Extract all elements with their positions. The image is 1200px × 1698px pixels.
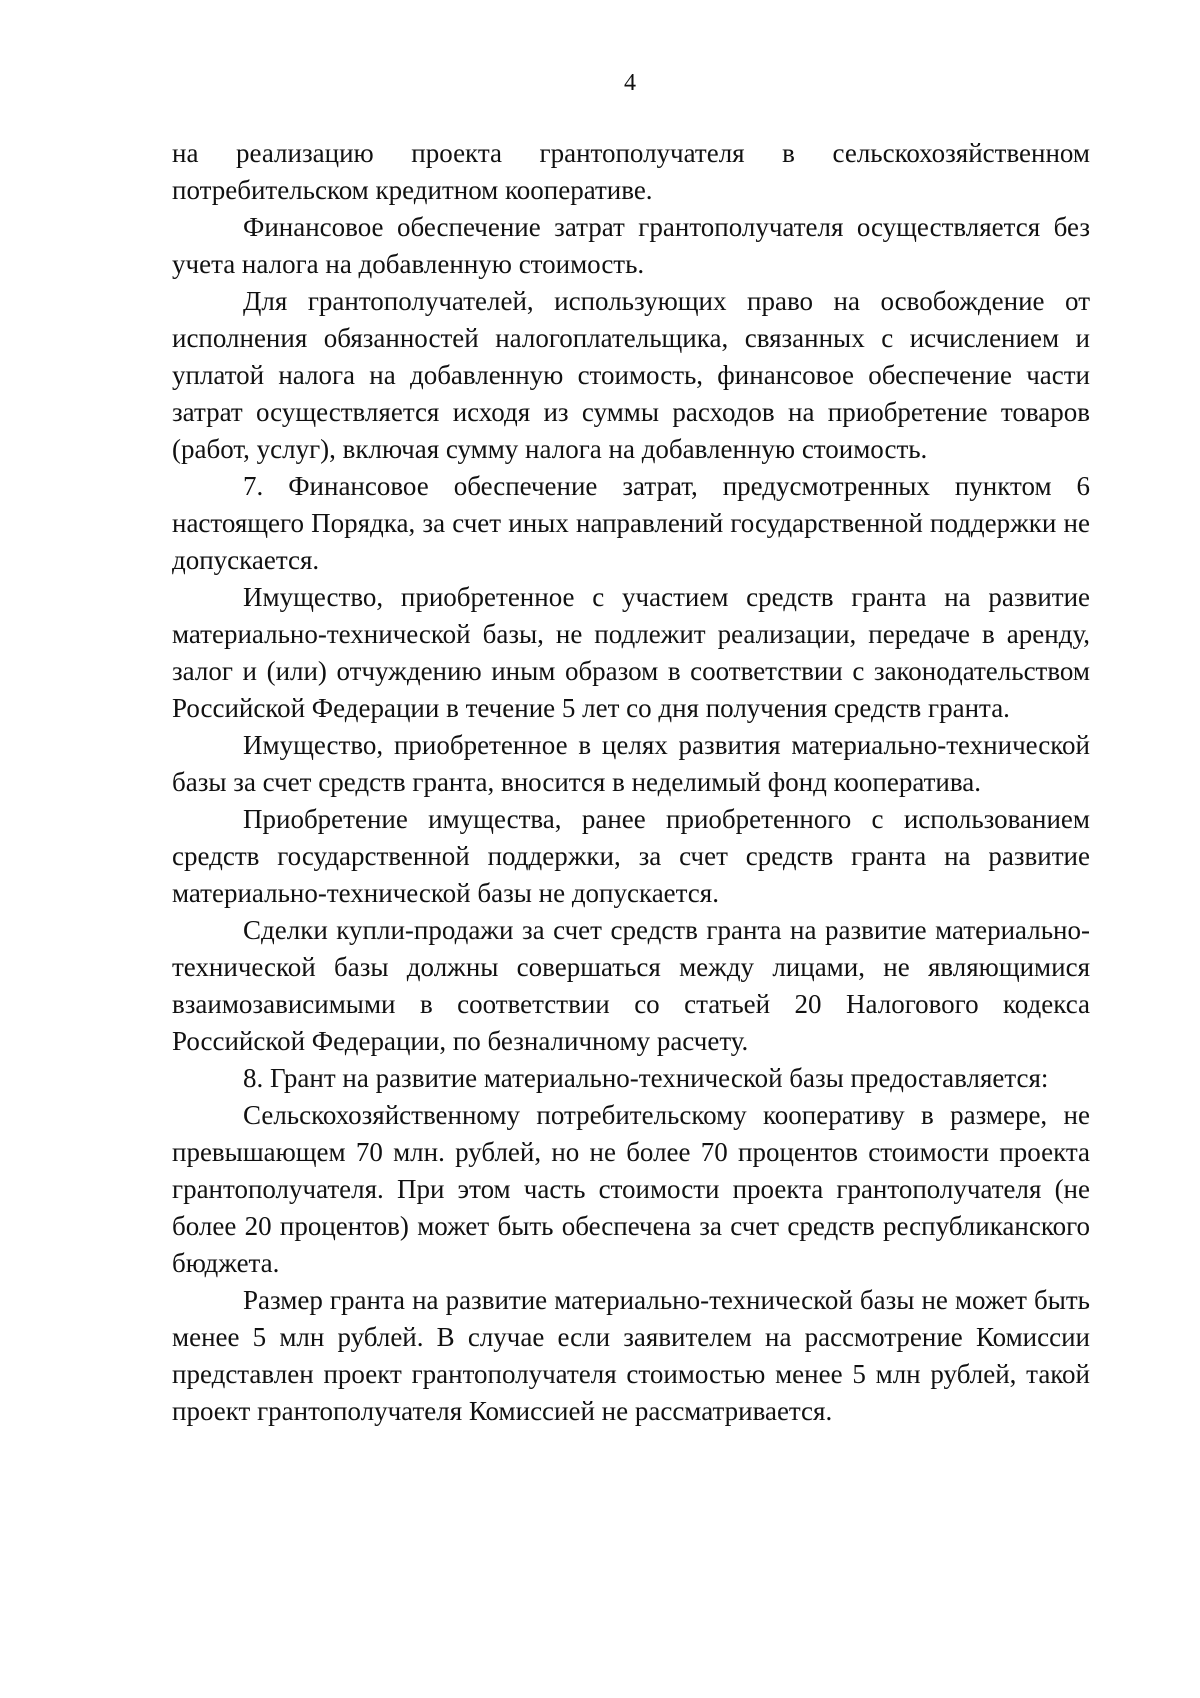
paragraph-item-8: 8. Грант на развитие материально-технической базы предоставляется: (243, 1063, 1049, 1093)
paragraph-vat-exempt: Для грантополучателей, использующих право на освобождение от исполнения обязанностей налогоплательщика, связанных с исчислением и уплатой налога на добавленную стоимость, финансовое обеспечение части затрат осуществляется исходя из суммы расходов на приобретение товаров (работ, услуг), включая сумму налога на добавленную стоимость. (172, 286, 1090, 464)
paragraph-indivisible-fund: Имущество, приобретенное в целях развития материально-технической базы за счет средств гранта, вносится в неделимый фонд кооператива. (172, 730, 1090, 797)
paragraph-grant-amount: Сельскохозяйственному потребительскому кооперативу в размере, не превышающем 70 млн. рублей, но не более 70 процентов стоимости проекта грантополучателя. При этом часть стоимости проекта грантополучателя (не более 20 процентов) может быть обеспечена за счет средств республиканского бюджета. (172, 1100, 1090, 1278)
paragraph-grant-minimum: Размер гранта на развитие материально-технической базы не может быть менее 5 млн рублей. В случае если заявителем на рассмотрение Комиссии представлен проект грантополучателя стоимостью менее 5 млн рублей, такой проект грантополучателя Комиссией не рассматривается. (172, 1285, 1090, 1426)
page-number: 4 (624, 70, 636, 96)
paragraph-transactions: Сделки купли-продажи за счет средств гранта на развитие материально-технической базы должны совершаться между лицами, не являющимися взаимозависимыми в соответствии со статьей 20 Налогового кодекса Российской Федерации, по безналичному расчету. (172, 915, 1090, 1056)
document-body (172, 135, 1090, 1430)
paragraph-property-restriction: Имущество, приобретенное с участием средств гранта на развитие материально-технической базы, не подлежит реализации, передаче в аренду, залог и (или) отчуждению иным образом в соответствии с законодательством Российской Федерации в течение 5 лет со дня получения средств гранта. (172, 582, 1090, 723)
paragraph-prior-support: Приобретение имущества, ранее приобретенного с использованием средств государственной поддержки, за счет средств гранта на развитие материально-технической базы не допускается. (172, 804, 1090, 908)
paragraph-item-7: 7. Финансовое обеспечение затрат, предусмотренных пунктом 6 настоящего Порядка, за счет иных направлений государственной поддержки не допускается. (172, 471, 1090, 575)
paragraph-vat-exclusion: Финансовое обеспечение затрат грантополучателя осуществляется без учета налога на добавленную стоимость. (172, 212, 1090, 279)
paragraph-continuation: на реализацию проекта грантополучателя в сельскохозяйственном потребительском кредитном кооперативе. (172, 138, 1090, 205)
